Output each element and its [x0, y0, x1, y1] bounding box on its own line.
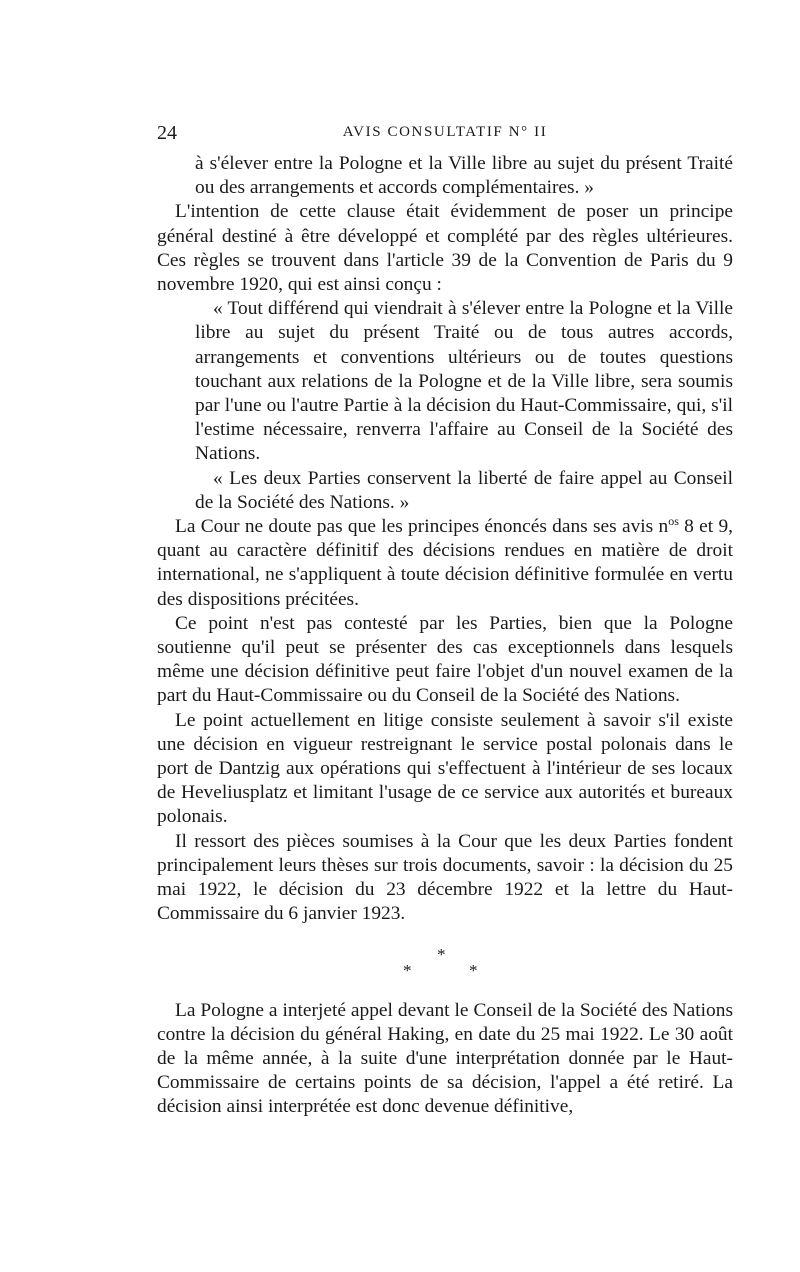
asterisk-icon: * [437, 944, 446, 964]
page-header [157, 122, 733, 146]
body-text [157, 152, 733, 1120]
paragraph-quote: « Les deux Parties conservent la liberté de faire appel au Conseil de la Société des Nations. » [195, 467, 733, 513]
page-number: 24 [157, 122, 177, 144]
superscript: os [668, 514, 679, 529]
paragraph: Il ressort des pièces soumises à la Cour que les deux Parties fondent principalement leurs thèses sur trois documents, savoir : la décision du 25 mai 1922, le décision du 23 décembre 1922 et la lettre du Haut-Commissaire du 6 janvier 1923. [157, 830, 733, 925]
paragraph: Le point actuellement en litige consiste seulement à savoir s'il existe une décision en vigueur restreignant le service postal polonais dans le port de Dantzig aux opérations qui s'effectuent à l'intérieur de ses locaux de Heveliusplatz et limitant l'usage de ce service aux autorités et bureaux polonais. [157, 709, 733, 828]
paragraph-text: La Cour ne doute pas que les principes énoncés dans ses avis n [175, 516, 669, 538]
paragraph [157, 515, 733, 612]
paragraph-quote-continuation: à s'élever entre la Pologne et la Ville libre au sujet du présent Traité ou des arrangements et accords complémentaires. » [195, 153, 733, 199]
running-title: AVIS CONSULTATIF N° II [342, 124, 548, 140]
section-separator [157, 935, 733, 999]
paragraph: La Pologne a interjeté appel devant le Conseil de la Société des Nations contre la décision du général Haking, en date du 25 mai 1922. Le 30 août de la même année, à la suite d'une interprétation donnée par le Haut-Commissaire de certains points de sa décision, l'appel a été retiré. La décision ainsi interprétée est donc devenue définitive, [157, 999, 733, 1118]
paragraph-text: 8 et 9, quant au caractère définitif des décisions rendues en matière de droit international, ne s'appliquent à toute décision définitive formulée en vertu des dispositions précitées. [157, 516, 734, 610]
asterisk-icon: * [469, 960, 478, 980]
paragraph-quote: « Tout différend qui viendrait à s'élever entre la Pologne et la Ville libre au sujet du présent Traité ou de tous autres accords, arrangements et conventions ultérieurs ou de toutes questions touchant aux relations de la Pologne et de la Ville libre, sera soumis par l'une ou l'autre Partie à la décision du Haut-Commissaire, qui, s'il l'estime nécessaire, renverra l'affaire au Conseil de la Société des Nations. [195, 298, 733, 465]
paragraph: Ce point n'est pas contesté par les Parties, bien que la Pologne soutienne qu'il peut se présenter des cas exceptionnels dans lesquels même une décision définitive peut faire l'objet d'un nouvel examen de la part du Haut-Commissaire ou du Conseil de la Société des Nations. [157, 612, 733, 707]
paragraph: L'intention de cette clause était évidemment de poser un principe général destiné à être développé et complété par des règles ultérieures. Ces règles se trouvent dans l'article 39 de la Convention de Paris du 9 novembre 1920, qui est ainsi conçu : [157, 201, 733, 296]
asterisk-icon: * [403, 960, 412, 980]
